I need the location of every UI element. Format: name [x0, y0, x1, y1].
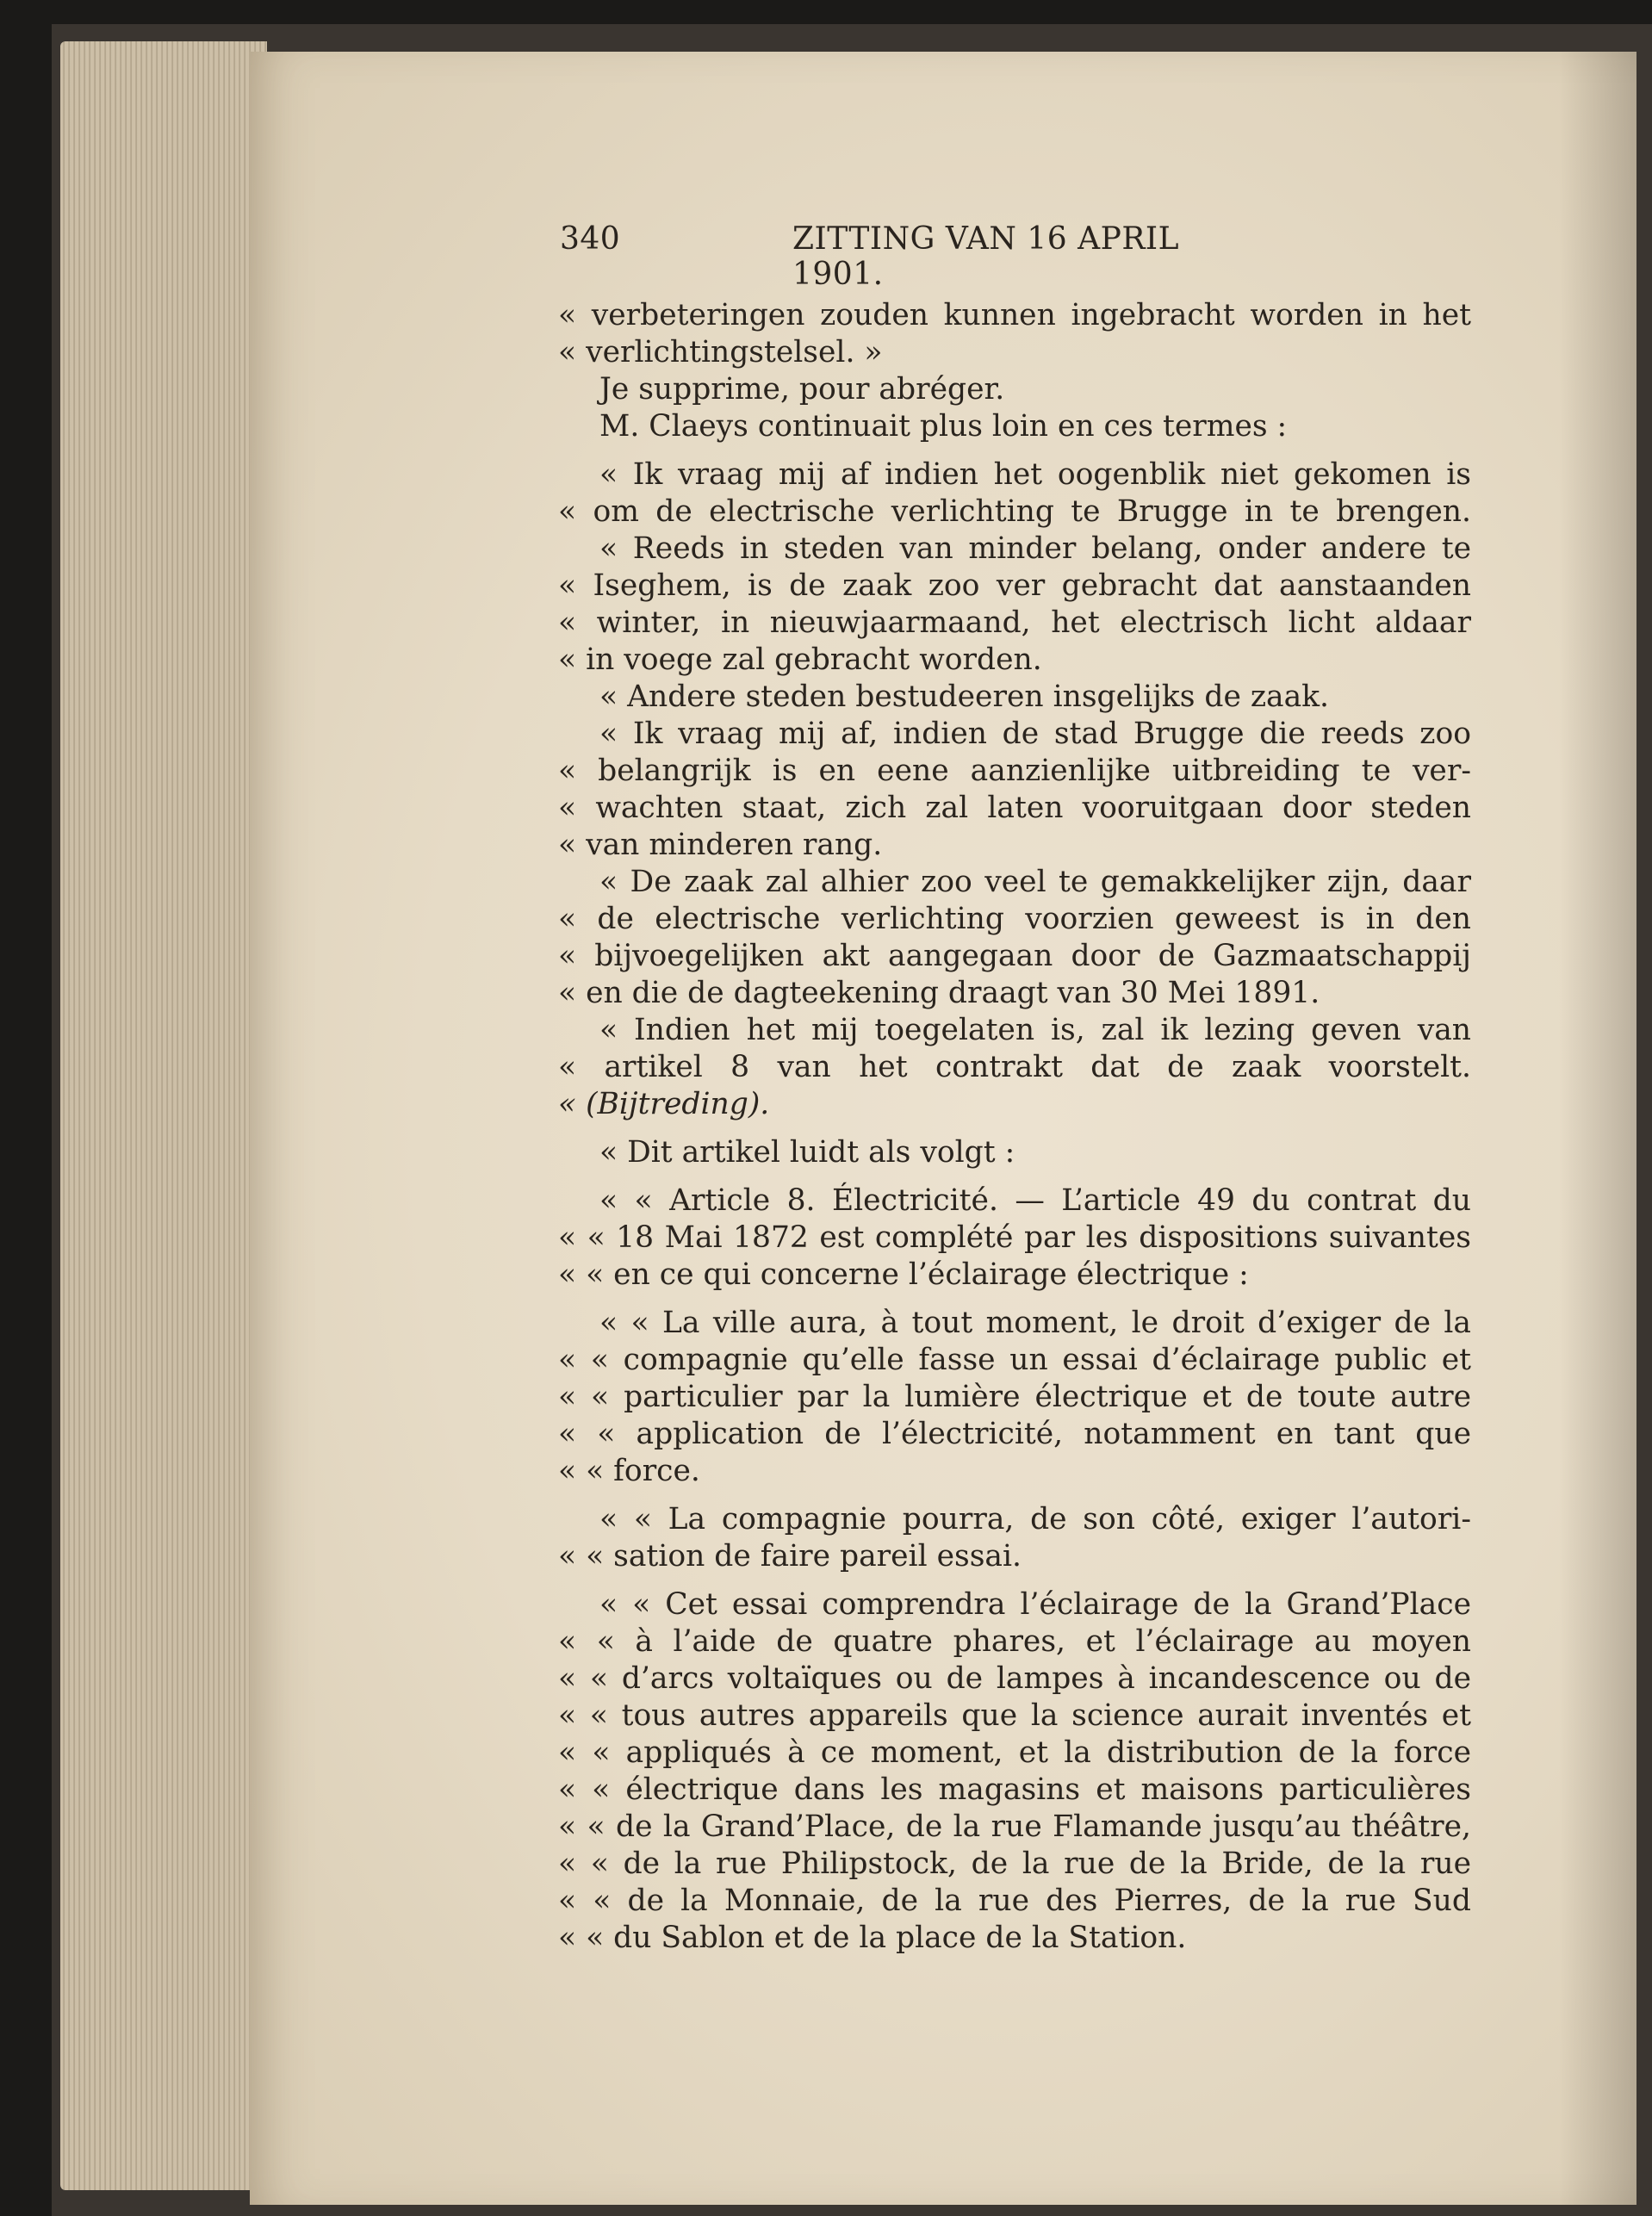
- page-number: 340: [560, 221, 621, 257]
- text-line: « artikel 8 van het contrakt dat de zaak voorstelt.: [558, 1050, 1471, 1084]
- text-line: « « à l’aide de quatre phares, et l’éclairage au moyen: [558, 1624, 1471, 1659]
- text-line: « « particulier par la lumière électrique et de toute autre: [558, 1380, 1471, 1414]
- text-line: « « en ce qui concerne l’éclairage électrique :: [558, 1257, 1249, 1292]
- running-title: ZITTING VAN 16 APRIL 1901.: [792, 221, 1180, 292]
- text-line: « « Article 8. Électricité. — L’article 49 du contrat du: [599, 1183, 1471, 1218]
- text-line: « Indien het mij toegelaten is, zal ik lezing geven van: [599, 1013, 1471, 1047]
- page-edges: [60, 41, 267, 2190]
- page-header: [560, 221, 1266, 292]
- text-line: « Ik vraag mij af indien het oogenblik niet gekomen is: [599, 457, 1471, 492]
- text-line: « Dit artikel luidt als volgt :: [599, 1135, 1015, 1170]
- text-line: « « application de l’électricité, notamment en tant que: [558, 1417, 1471, 1451]
- text-line: « « compagnie qu’elle fasse un essai d’éclairage public et: [558, 1343, 1471, 1377]
- text-line: « « tous autres appareils que la science aurait inventés et: [558, 1698, 1471, 1733]
- text-line: « Andere steden bestudeeren insgelijks de zaak.: [599, 680, 1330, 714]
- text-line: « wachten staat, zich zal laten vooruitgaan door steden: [558, 791, 1471, 825]
- text-line: « « appliqués à ce moment, et la distribution de la force: [558, 1735, 1471, 1770]
- text-line: « « de la Grand’Place, de la rue Flamande jusqu’au théâtre,: [558, 1809, 1471, 1844]
- text-line: M. Claeys continuait plus loin en ces termes :: [599, 409, 1288, 444]
- text-line: « « du Sablon et de la place de la Station.: [558, 1921, 1187, 1955]
- text-line: « « de la rue Philipstock, de la rue de la Bride, de la rue: [558, 1847, 1471, 1881]
- text-line: « De zaak zal alhier zoo veel te gemakkelijker zijn, daar: [599, 865, 1471, 899]
- text-line: « verbeteringen zouden kunnen ingebracht worden in het: [558, 298, 1471, 332]
- text-line: « « électrique dans les magasins et maisons particulières: [558, 1772, 1471, 1807]
- text-line: « en die de dagteekening draagt van 30 Mei 1891.: [558, 976, 1320, 1010]
- text-line: « belangrijk is en eene aanzienlijke uitbreiding te ver-: [558, 754, 1471, 788]
- text-line: « in voege zal gebracht worden.: [558, 642, 1042, 677]
- spine-shadow: [1559, 52, 1636, 2205]
- text-line: « de electrische verlichting voorzien geweest is in den: [558, 902, 1471, 936]
- text-line: « bijvoegelijken akt aangegaan door de Gazmaatschappij: [558, 939, 1471, 973]
- text-line: « van minderen rang.: [558, 828, 883, 862]
- text-line: « Reeds in steden van minder belang, onder andere te: [599, 531, 1471, 566]
- text-line: « « Cet essai comprendra l’éclairage de la Grand’Place: [599, 1587, 1471, 1622]
- text-line: « (Bijtreding).: [558, 1087, 770, 1121]
- text-line: « « d’arcs voltaïques ou de lampes à incandescence ou de: [558, 1661, 1471, 1696]
- text-line: « « La compagnie pourra, de son côté, exiger l’autori-: [599, 1502, 1471, 1536]
- text-line: « « de la Monnaie, de la rue des Pierres, de la rue Sud: [558, 1884, 1471, 1918]
- text-line: « « force.: [558, 1454, 700, 1488]
- text-line: Je supprime, pour abréger.: [599, 372, 1005, 407]
- body-text: [558, 297, 1471, 1957]
- text-line: « Iseghem, is de zaak zoo ver gebracht dat aanstaanden: [558, 568, 1471, 603]
- text-line: « « sation de faire pareil essai.: [558, 1539, 1022, 1574]
- text-line: « Ik vraag mij af, indien de stad Brugge die reeds zoo: [599, 717, 1471, 751]
- text-line: « « La ville aura, à tout moment, le droit d’exiger de la: [599, 1306, 1471, 1340]
- text-line: « winter, in nieuwjaarmaand, het electrisch licht aldaar: [558, 605, 1471, 640]
- text-line: « verlichtingstelsel. »: [558, 335, 883, 369]
- text-line: « om de electrische verlichting te Brugge in te brengen.: [558, 494, 1471, 529]
- text-line: « « 18 Mai 1872 est complété par les dispositions suivantes: [558, 1220, 1471, 1255]
